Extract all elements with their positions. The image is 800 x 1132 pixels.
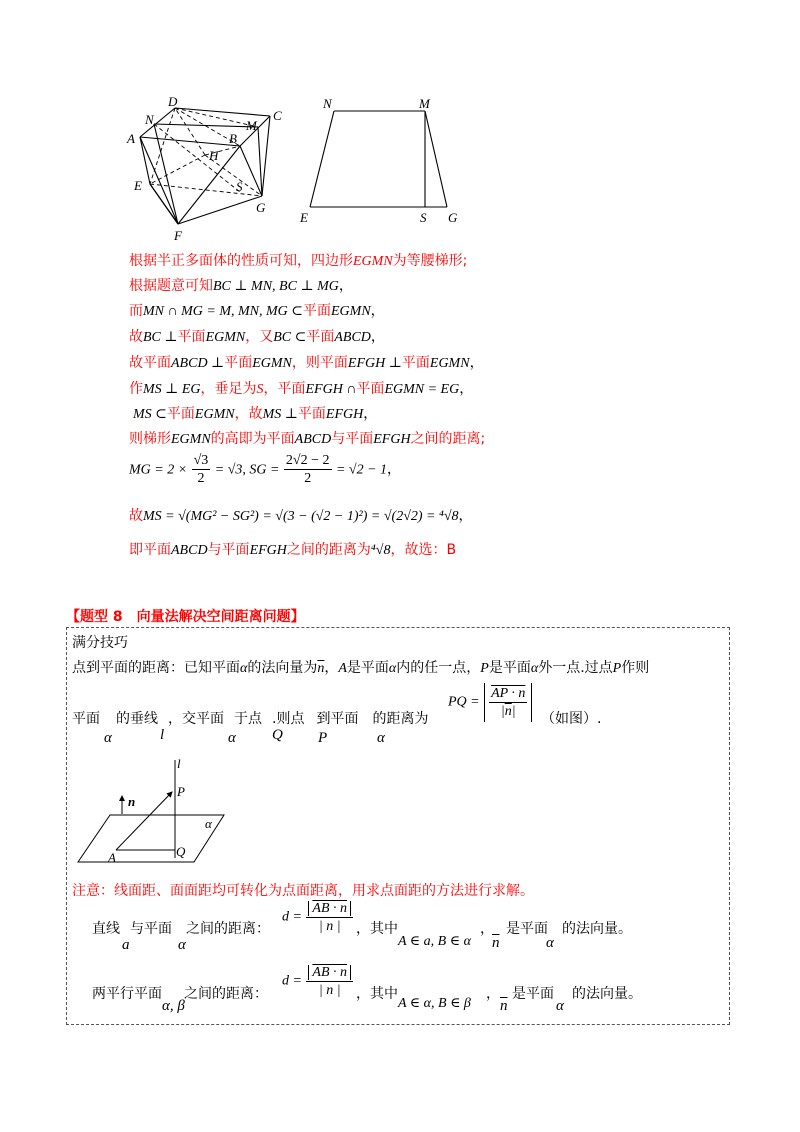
label-N: N — [145, 112, 154, 127]
sym-alpha-beta: α, β — [162, 998, 185, 1014]
text: 根据半正多面体的性质可知，四边形 — [129, 253, 353, 269]
text: 平面 — [303, 303, 331, 319]
math: = √2 − 1 — [335, 462, 388, 478]
text: 平面 — [224, 355, 253, 371]
text: 两平行平面 — [92, 986, 162, 1002]
text: ， — [459, 381, 474, 397]
math: = √3, SG = — [214, 462, 280, 478]
sym-l: l — [160, 727, 165, 743]
math: d = — [282, 973, 302, 989]
text: ，故选：B — [390, 542, 457, 558]
math: P — [612, 661, 622, 676]
point-plane-figure — [76, 755, 236, 870]
math: PQ = — [448, 694, 480, 710]
distance-formula — [448, 683, 532, 722]
label-B: B — [229, 131, 237, 146]
text: ，故 — [234, 406, 263, 422]
math: AB · n — [308, 965, 351, 980]
text: 而 — [129, 303, 143, 319]
numerator: 2√2 − 2 — [285, 453, 330, 468]
solution-line-1 — [129, 250, 467, 270]
text: 与平面 — [130, 921, 172, 937]
math: EGMN — [331, 304, 371, 319]
text: 平面 — [166, 406, 195, 422]
text: 之间的距离： — [186, 921, 270, 937]
text: ，垂足为 — [200, 381, 257, 397]
plane-condition: A ∈ α, B ∈ β — [398, 996, 471, 1011]
fraction — [284, 452, 332, 487]
math: α — [388, 661, 397, 676]
text: ，交平面 — [168, 711, 224, 727]
note-text: 注意：线面距、面面距均可转化为点面距离，用求点面距的方法进行求解。 — [72, 883, 534, 899]
math: EGMN — [429, 356, 470, 371]
text: 是平面 — [346, 660, 389, 676]
math: BC ⊂ — [273, 330, 307, 345]
text: 与平面 — [331, 431, 374, 447]
solution-line-10 — [129, 505, 473, 525]
numerator — [306, 900, 353, 918]
math: $\overline{n}$ — [504, 704, 512, 719]
trap-label-M: M — [419, 96, 430, 111]
text: 的高即为平面 — [210, 431, 295, 447]
plane-distance-formula — [282, 964, 353, 999]
math: MG = 2 × — [129, 462, 188, 478]
label-G: G — [256, 200, 266, 215]
line-where: ，其中 — [356, 921, 398, 937]
text: 平面 — [297, 406, 326, 422]
math: EFGH ⊥ — [347, 356, 402, 371]
math: MS ⊥ — [262, 407, 298, 422]
text: 作则 — [621, 660, 650, 676]
label-E: E — [134, 178, 142, 193]
solution-line-9 — [129, 452, 401, 487]
text: 点到平面的距离：已知平面 — [72, 660, 240, 676]
text: 的距离为 — [372, 711, 429, 727]
text: 作 — [129, 381, 143, 397]
sym-Q: Q — [272, 727, 283, 743]
math: $\overline{n}$ — [317, 661, 325, 676]
fig-label-n: n — [128, 794, 136, 809]
sym-n: $\overline{n}$ — [492, 935, 500, 951]
label-S: S — [236, 179, 243, 194]
sym-P: P — [318, 730, 328, 746]
trap-label-S: S — [420, 210, 427, 225]
section-title: 【题型 8 向量法解决空间距离问题】 — [66, 609, 305, 625]
sym-alpha: α — [228, 730, 236, 746]
math: MN ∩ MG = M, MN, MG ⊂ — [143, 304, 303, 319]
text: 的法向量为 — [247, 660, 318, 676]
text: ， — [338, 278, 353, 294]
math: EGMN — [171, 432, 211, 447]
text: 平面 — [401, 355, 430, 371]
solution-line-7 — [133, 403, 377, 423]
text: ，则平面 — [291, 355, 348, 371]
text: ， — [486, 986, 500, 1002]
fraction — [306, 964, 353, 999]
text: 于点 — [234, 711, 262, 727]
math: EGMN — [353, 254, 393, 269]
text: 平面 — [356, 381, 385, 397]
text: 平面 — [177, 329, 206, 345]
math: MS ⊂ — [133, 407, 167, 422]
label-M: M — [246, 118, 257, 133]
text: 与平面 — [207, 542, 250, 558]
math: S — [256, 382, 264, 397]
text: 的垂线 — [116, 711, 158, 727]
solution-line-11 — [129, 539, 456, 559]
solution-line-8 — [129, 428, 485, 448]
text: 故平面 — [129, 355, 171, 371]
text: ， — [370, 303, 385, 319]
tips-paragraph-1 — [72, 657, 649, 677]
text: ， — [387, 461, 402, 478]
line-condition: A ∈ a, B ∈ α — [398, 934, 471, 949]
text: 平面 — [306, 329, 335, 345]
text: ， — [469, 355, 484, 371]
line-distance-formula — [282, 900, 353, 935]
see-figure: （如图）. — [541, 711, 602, 727]
fraction — [192, 452, 211, 487]
text: 的法向量。 — [572, 986, 642, 1002]
text: ，又 — [245, 329, 274, 345]
math: BC ⊥ MN, BC ⊥ MG — [213, 279, 339, 294]
math: ABCD — [294, 432, 332, 447]
text: ， — [363, 406, 378, 422]
text: 是平面 — [506, 921, 548, 937]
fig-label-l: l — [177, 756, 181, 771]
fig-label-Q: Q — [176, 844, 186, 859]
math: EFGH — [249, 543, 287, 558]
text: ， — [370, 329, 385, 345]
label-D: D — [168, 94, 178, 109]
sym-a: a — [122, 937, 130, 953]
text: 根据题意可知 — [129, 278, 213, 294]
math: EFGH — [373, 432, 411, 447]
text: 直线 — [92, 921, 120, 937]
math: α — [530, 661, 539, 676]
label-A: A — [127, 131, 135, 146]
fig-label-alpha: α — [205, 816, 212, 831]
trap-label-N: N — [323, 96, 332, 111]
text: 是平面 — [512, 986, 554, 1002]
math: EGMN = EG — [384, 382, 460, 397]
tips-paragraph-2 — [72, 708, 428, 728]
sym-alpha: α — [556, 998, 564, 1014]
fig-label-A: A — [108, 850, 116, 865]
sym-alpha: α — [104, 730, 112, 746]
sym-alpha: α — [178, 937, 186, 953]
denominator: 2 — [304, 471, 312, 486]
solution-line-4 — [129, 326, 385, 346]
label-C: C — [273, 108, 282, 123]
math: EGMN — [205, 330, 246, 345]
numerator — [306, 964, 353, 982]
solution-line-3 — [129, 300, 385, 320]
math: ABCD ⊥ — [171, 356, 225, 371]
math: d = — [282, 909, 302, 925]
math: MS = √(MG² − SG²) = √(3 − (√2 − 1)²) = √(2√2) = ⁴√8 — [143, 509, 459, 524]
polyhedron-figure — [120, 90, 290, 250]
text: 则梯形 — [129, 431, 171, 447]
math: MS ⊥ EG — [143, 382, 201, 397]
text: ，平面 — [263, 381, 306, 397]
text: .则点 — [272, 711, 305, 727]
sym-alpha: α — [546, 935, 554, 951]
line-plane-distance — [92, 918, 270, 938]
label-H: H — [209, 148, 219, 163]
sym-alpha: α — [377, 730, 385, 746]
math: P — [480, 661, 489, 676]
math: ⁴√8 — [370, 543, 391, 558]
math: α — [240, 661, 248, 676]
math: ABCD — [171, 543, 208, 558]
trap-label-G: G — [448, 210, 458, 225]
trap-label-E: E — [300, 210, 308, 225]
label-F: F — [174, 228, 182, 243]
numerator: AP · n — [491, 686, 526, 701]
text: ， — [458, 508, 473, 524]
text: 之间的距离; — [410, 431, 486, 447]
text: 的法向量。 — [562, 921, 632, 937]
text: 为等腰梯形; — [392, 253, 468, 269]
denominator: | n | — [318, 983, 341, 998]
plane-where: ，其中 — [356, 986, 398, 1002]
math: ABCD — [334, 330, 371, 345]
text: 故 — [129, 508, 143, 524]
fraction — [484, 683, 532, 722]
sym-n: $\overline{n}$ — [500, 998, 508, 1014]
math: BC ⊥ — [143, 330, 178, 345]
denominator: 2 — [197, 471, 205, 486]
text: 之间的距离为 — [286, 542, 371, 558]
denominator: | n | — [318, 919, 341, 934]
tips-heading: 满分技巧 — [72, 635, 128, 651]
text: 之间的距离： — [184, 986, 268, 1002]
math: A — [338, 661, 347, 676]
solution-line-2 — [129, 275, 353, 295]
text: 到平面 — [316, 711, 359, 727]
text: 即平面 — [129, 542, 171, 558]
math: AB · n — [308, 901, 351, 916]
solution-line-6 — [129, 378, 473, 398]
math: EFGH ∩ — [305, 382, 357, 397]
denominator: $|\overline{n}|$ — [500, 704, 516, 719]
text: ， — [324, 660, 339, 676]
fraction — [306, 900, 353, 935]
math: EGMN — [252, 356, 292, 371]
numerator: √3 — [193, 453, 209, 468]
text: 平面 — [72, 711, 100, 727]
text: 是平面 — [488, 660, 531, 676]
solution-line-5 — [129, 352, 484, 372]
text: 内的任一点， — [396, 660, 481, 676]
text: ， — [480, 921, 494, 937]
math: EGMN — [194, 407, 235, 422]
trapezoid-figure — [295, 90, 465, 230]
fig-label-P: P — [177, 784, 185, 799]
math: EFGH — [325, 407, 364, 422]
text: 故 — [129, 329, 143, 345]
text: 外一点.过点 — [538, 660, 613, 676]
